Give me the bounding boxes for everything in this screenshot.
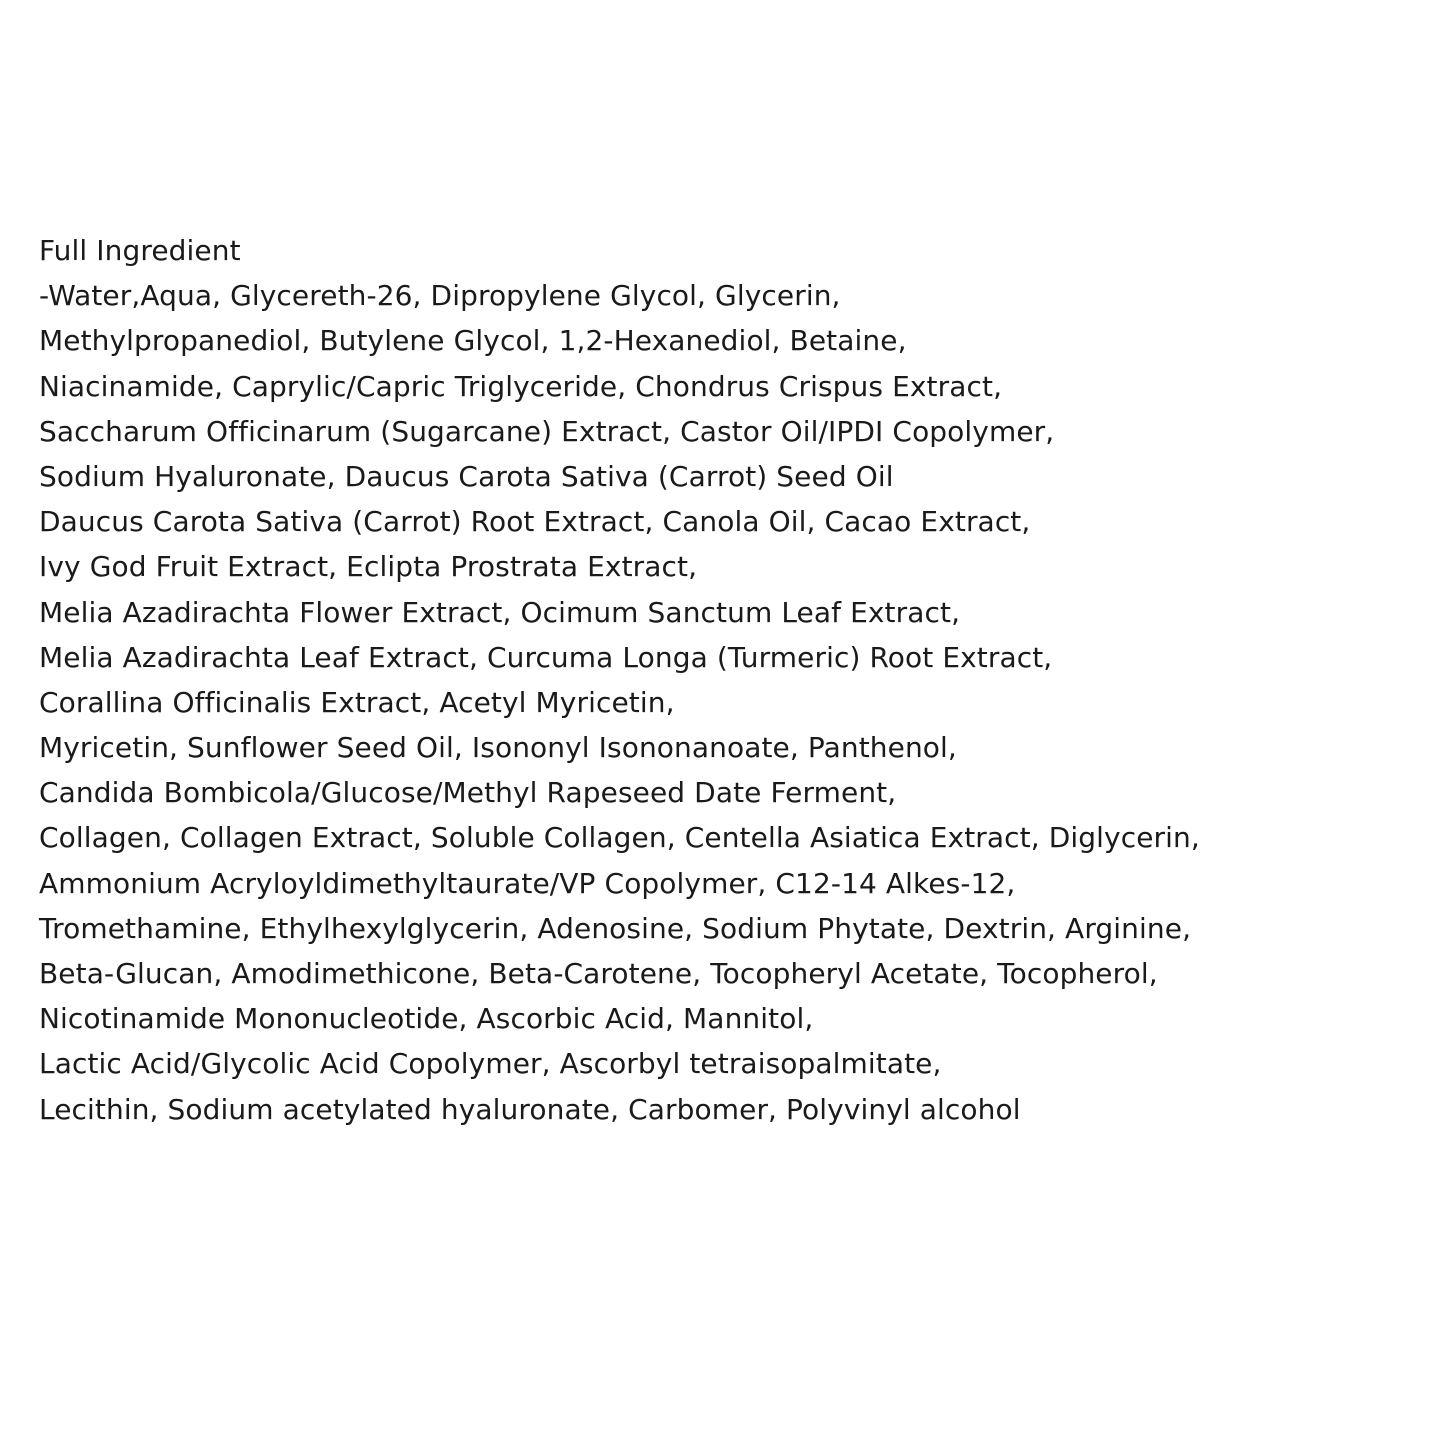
ingredients-title: Full Ingredient [39, 234, 241, 267]
ingredient-line: -Water,Aqua, Glycereth-26, Dipropylene Glycol, Glycerin, [39, 279, 841, 313]
ingredient-line: Nicotinamide Mononucleotide, Ascorbic Acid, Mannitol, [39, 1002, 814, 1036]
ingredient-line: Lactic Acid/Glycolic Acid Copolymer, Ascorbyl tetraisopalmitate, [39, 1047, 942, 1081]
ingredient-line: Beta-Glucan, Amodimethicone, Beta-Carotene, Tocopheryl Acetate, Tocopherol, [39, 957, 1158, 990]
ingredient-line: Melia Azadirachta Leaf Extract, Curcuma Longa (Turmeric) Root Extract, [39, 640, 1053, 674]
ingredient-line: Tromethamine, Ethylhexylglycerin, Adenosine, Sodium Phytate, Dextrin, Arginine, [39, 911, 1192, 945]
ingredient-line: Niacinamide, Caprylic/Capric Triglyceride, Chondrus Crispus Extract, [39, 369, 1003, 403]
ingredient-line: Candida Bombicola/Glucose/Methyl Rapeseed Date Ferment, [39, 776, 897, 810]
ingredient-line: Corallina Officinalis Extract, Acetyl Myricetin, [39, 685, 675, 719]
ingredient-line: Melia Azadirachta Flower Extract, Ocimum Sanctum Leaf Extract, [39, 595, 961, 629]
ingredient-line: Sodium Hyaluronate, Daucus Carota Sativa (Carrot) Seed Oil [39, 459, 894, 493]
ingredient-line: Ammonium Acryloyldimethyltaurate/VP Copolymer, C12-14 Alkes-12, [39, 866, 1016, 900]
ingredient-line: Myricetin, Sunflower Seed Oil, Isononyl Isononanoate, Panthenol, [39, 731, 957, 765]
ingredients-list [39, 228, 1429, 1132]
ingredient-line: Ivy God Fruit Extract, Eclipta Prostrata Extract, [39, 550, 698, 584]
ingredient-line: Lecithin, Sodium acetylated hyaluronate, Carbomer, Polyvinyl alcohol [39, 1092, 1021, 1126]
ingredient-line: Daucus Carota Sativa (Carrot) Root Extract, Canola Oil, Cacao Extract, [39, 505, 1031, 539]
ingredient-line: Collagen, Collagen Extract, Soluble Collagen, Centella Asiatica Extract, Diglycerin, [39, 821, 1200, 855]
ingredient-line: Saccharum Officinarum (Sugarcane) Extract, Castor Oil/IPDI Copolymer, [39, 414, 1055, 448]
ingredient-line: Methylpropanediol, Butylene Glycol, 1,2-Hexanediol, Betaine, [39, 324, 907, 358]
